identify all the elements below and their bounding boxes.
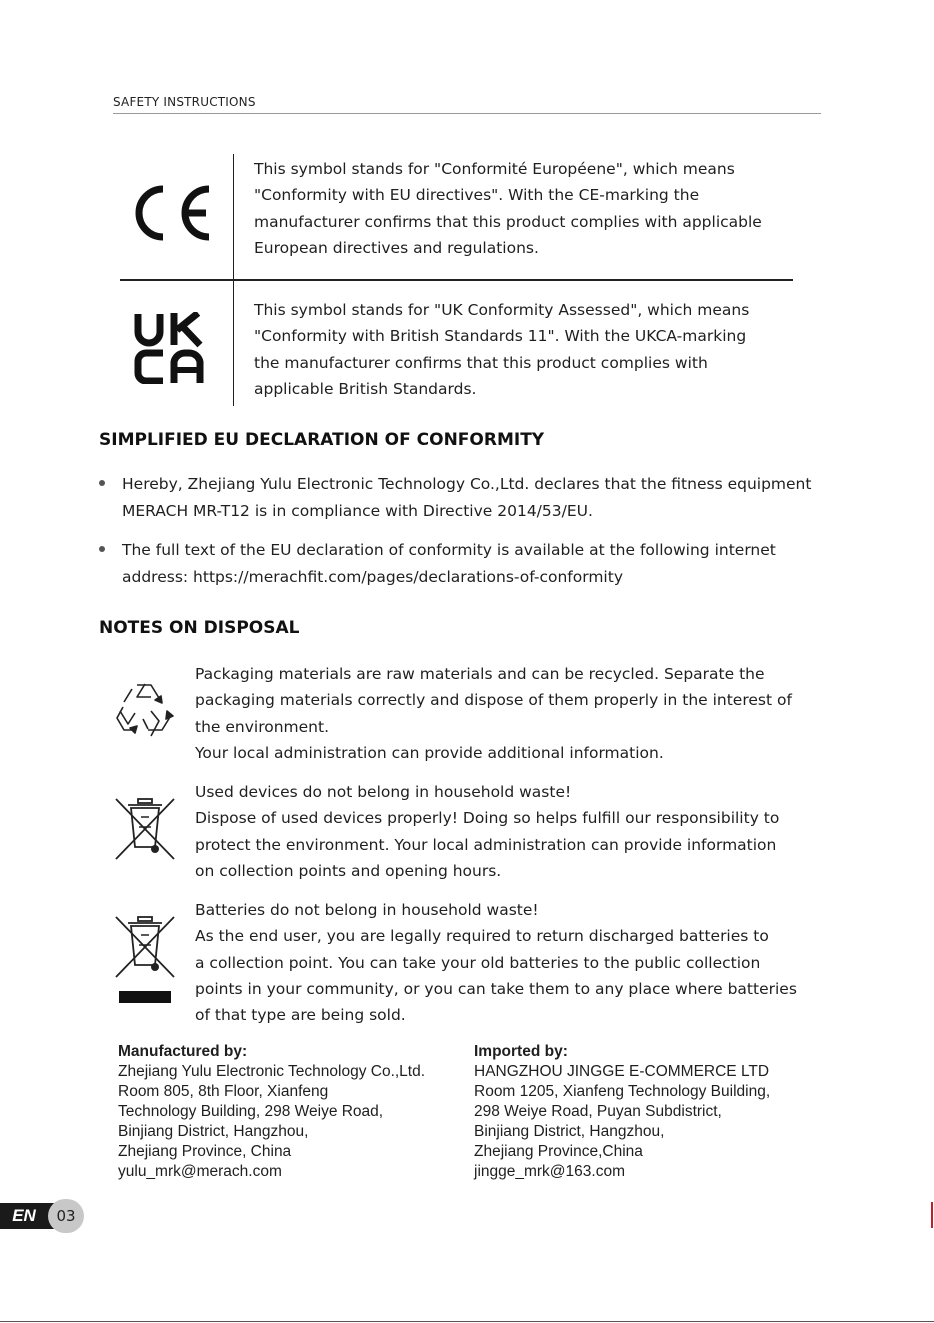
manufacturer-line: Zhejiang Yulu Electronic Technology Co.,Ltd. xyxy=(118,1063,426,1080)
bullet-line: MERACH MR-T12 is in compliance with Directive 2014/53/EU. xyxy=(122,501,593,520)
disposal-line: Packaging materials are raw materials and can be recycled. Separate the xyxy=(195,665,765,683)
manufacturer-line: Binjiang District, Hangzhou, xyxy=(118,1123,309,1140)
disposal-line: the environment. xyxy=(195,717,330,736)
section-header-label: SAFETY INSTRUCTIONS xyxy=(113,95,256,109)
ce-description-line: This symbol stands for "Conformité Européene", which means xyxy=(254,160,735,178)
packaging-disposal-text xyxy=(195,661,835,766)
bullet-line: address: https://merachfit.com/pages/declarations-of-conformity xyxy=(122,567,623,586)
battery-disposal-text xyxy=(195,897,835,1028)
page-number: 03 xyxy=(48,1199,84,1233)
manufacturer-line: Technology Building, 298 Weiye Road, xyxy=(118,1103,384,1120)
page-edge-mark xyxy=(931,1202,933,1228)
manufacturer-heading: Manufactured by: xyxy=(118,1043,248,1060)
disposal-line: As the end user, you are legally required to return discharged batteries to xyxy=(195,927,769,946)
disposal-line: of that type are being sold. xyxy=(195,1006,406,1025)
importer-line: Binjiang District, Hangzhou, xyxy=(474,1123,665,1140)
ukca-mark-icon xyxy=(134,312,210,384)
ukca-description-line: applicable British Standards. xyxy=(254,379,477,398)
importer-email: jingge_mrk@163.com xyxy=(474,1163,625,1180)
header-divider xyxy=(113,113,821,114)
importer-line: 298 Weiye Road, Puyan Subdistrict, xyxy=(474,1103,722,1120)
declaration-heading: SIMPLIFIED EU DECLARATION OF CONFORMITY xyxy=(99,430,545,450)
importer-line: Zhejiang Province,China xyxy=(474,1143,643,1160)
disposal-line: Dispose of used devices properly! Doing so helps fulfill our responsibility to xyxy=(195,809,780,828)
importer-line: HANGZHOU JINGGE E-COMMERCE LTD xyxy=(474,1063,770,1080)
ukca-description-line: the manufacturer confirms that this product complies with xyxy=(254,353,708,372)
ce-description-line: European directives and regulations. xyxy=(254,238,539,257)
bullet-dot xyxy=(99,546,105,552)
manufacturer-line: Room 805, 8th Floor, Xianfeng xyxy=(118,1083,329,1100)
ukca-description-line: This symbol stands for "UK Conformity Assessed", which means xyxy=(254,301,750,319)
bullet-dot xyxy=(99,480,105,486)
ukca-description-line: "Conformity with British Standards 11". With the UKCA-marking xyxy=(254,327,747,346)
declaration-bullet xyxy=(122,537,842,590)
page-bottom-rule xyxy=(0,1321,934,1322)
manufacturer-block xyxy=(118,1042,468,1182)
disposal-line: on collection points and opening hours. xyxy=(195,861,502,880)
symbol-table-divider-upper xyxy=(233,154,234,279)
ce-description-line: manufacturer confirms that this product complies with applicable xyxy=(254,212,762,231)
crossed-bin-battery-icon xyxy=(114,915,176,1005)
disposal-heading: NOTES ON DISPOSAL xyxy=(99,618,300,638)
ce-mark-icon xyxy=(126,183,214,243)
declaration-bullet xyxy=(122,471,842,524)
disposal-line: a collection point. You can take your old batteries to the public collection xyxy=(195,953,761,972)
bullet-line: Hereby, Zhejiang Yulu Electronic Technology Co.,Ltd. declares that the fitness equipment xyxy=(122,475,812,493)
ce-description-line: "Conformity with EU directives". With the CE-marking the xyxy=(254,186,700,205)
disposal-line: points in your community, or you can take them to any place where batteries xyxy=(195,979,797,998)
language-badge: EN xyxy=(0,1203,56,1229)
ce-description xyxy=(254,156,814,261)
symbol-table-row-divider xyxy=(120,279,793,281)
disposal-line: Your local administration can provide additional information. xyxy=(195,743,664,762)
crossed-bin-icon xyxy=(114,797,176,861)
disposal-line: Batteries do not belong in household waste! xyxy=(195,901,539,919)
manufacturer-line: Zhejiang Province, China xyxy=(118,1143,292,1160)
device-disposal-text xyxy=(195,779,835,884)
recycle-icon xyxy=(115,681,175,739)
bullet-line: The full text of the EU declaration of conformity is available at the following internet xyxy=(122,541,776,559)
disposal-line: Used devices do not belong in household waste! xyxy=(195,783,572,801)
disposal-line: protect the environment. Your local administration can provide information xyxy=(195,835,777,854)
importer-heading: Imported by: xyxy=(474,1043,568,1060)
disposal-line: packaging materials correctly and dispose of them properly in the interest of xyxy=(195,691,792,710)
symbol-table-divider-lower xyxy=(233,280,234,406)
importer-block xyxy=(474,1042,834,1182)
importer-line: Room 1205, Xianfeng Technology Building, xyxy=(474,1083,771,1100)
manufacturer-email: yulu_mrk@merach.com xyxy=(118,1163,282,1180)
ukca-description xyxy=(254,297,814,402)
